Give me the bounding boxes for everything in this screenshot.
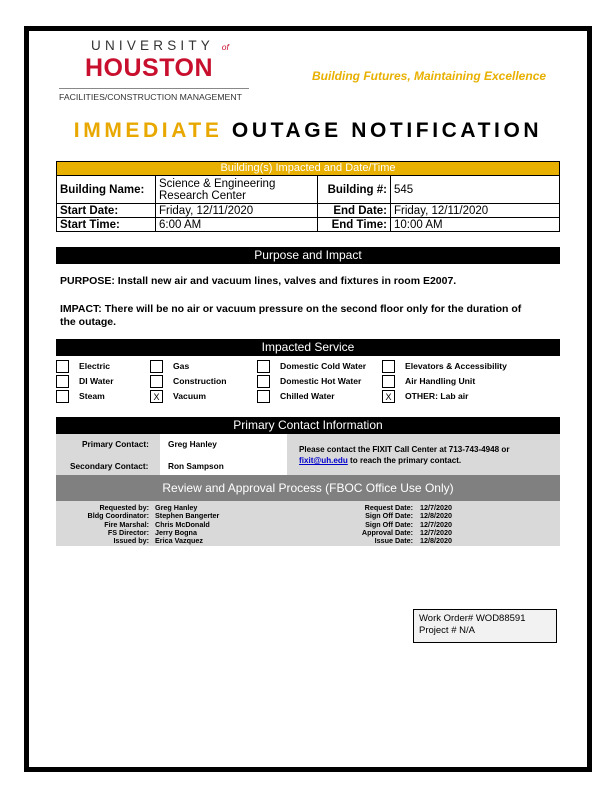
impacted-service-section bbox=[56, 339, 560, 414]
purpose-text: PURPOSE: Install new air and vacuum lines, valves and fixtures in room E2007. bbox=[60, 275, 457, 287]
end-date-value: Friday, 12/11/2020 bbox=[391, 204, 560, 218]
review-left-value: Chris McDonald bbox=[155, 519, 210, 529]
service-checkbox[interactable] bbox=[56, 390, 69, 403]
review-right-label: Issue Date: bbox=[374, 536, 413, 546]
service-label: Electric bbox=[79, 361, 111, 371]
buildings-section-header: Building(s) Impacted and Date/Time bbox=[56, 161, 560, 175]
title-immediate: IMMEDIATE bbox=[73, 119, 223, 142]
review-right-label: Sign Off Date: bbox=[365, 519, 413, 529]
buildings-table bbox=[56, 175, 560, 232]
logo-of-text: of bbox=[221, 42, 229, 52]
building-number-value: 545 bbox=[391, 176, 560, 204]
project-number: Project # N/A bbox=[419, 625, 475, 636]
contact-section-header: Primary Contact Information bbox=[56, 417, 560, 434]
service-checkbox[interactable] bbox=[150, 375, 163, 388]
work-order-number: Work Order# WOD88591 bbox=[419, 613, 526, 624]
service-label: OTHER: Lab air bbox=[405, 391, 469, 401]
review-left-value: Jerry Bogna bbox=[155, 527, 197, 537]
service-label: Domestic Cold Water bbox=[280, 361, 367, 371]
end-time-value: 10:00 AM bbox=[391, 218, 560, 232]
work-order-box bbox=[413, 609, 557, 643]
service-checkbox[interactable] bbox=[382, 360, 395, 373]
service-label: Elevators & Accessibility bbox=[405, 361, 507, 371]
secondary-contact-label: Secondary Contact: bbox=[70, 461, 149, 471]
primary-contact-label: Primary Contact: bbox=[82, 439, 149, 449]
page-frame bbox=[24, 26, 592, 772]
service-checkbox[interactable] bbox=[257, 375, 270, 388]
service-label: Steam bbox=[79, 391, 105, 401]
fixit-email-link[interactable]: fixit@uh.edu bbox=[299, 456, 348, 465]
review-body bbox=[56, 501, 560, 546]
review-right-label: Request Date: bbox=[364, 503, 413, 512]
purpose-section bbox=[56, 247, 560, 329]
contact-section bbox=[56, 417, 560, 475]
start-time-label: Start Time: bbox=[57, 218, 156, 232]
service-label: Vacuum bbox=[173, 391, 206, 401]
building-number-label: Building #: bbox=[318, 176, 391, 204]
service-checkbox[interactable] bbox=[257, 360, 270, 373]
service-checkbox[interactable] bbox=[257, 390, 270, 403]
review-right-label: Sign Off Date: bbox=[365, 511, 413, 521]
start-time-value: 6:00 AM bbox=[156, 218, 318, 232]
service-label: Domestic Hot Water bbox=[280, 376, 362, 386]
logo-university-text: UNIVERSITY of bbox=[91, 38, 229, 53]
service-checkbox[interactable] bbox=[56, 375, 69, 388]
building-name-label: Building Name: bbox=[57, 176, 156, 204]
service-checkbox[interactable] bbox=[382, 375, 395, 388]
buildings-section bbox=[56, 161, 560, 232]
purpose-section-header: Purpose and Impact bbox=[56, 247, 560, 264]
service-label: Air Handling Unit bbox=[405, 376, 476, 386]
end-date-label: End Date: bbox=[318, 204, 391, 218]
review-right-value: 12/7/2020 bbox=[420, 527, 452, 537]
service-checkbox[interactable] bbox=[150, 360, 163, 373]
service-label: Gas bbox=[173, 361, 190, 371]
contact-note: Please contact the FIXIT Call Center at 713-743-4948 or fixit@uh.edu to reach the primary contact. bbox=[299, 445, 510, 465]
impact-text: IMPACT: There will be no air or vacuum pressure on the second floor only for the duration of the outage. bbox=[60, 303, 522, 328]
logo-divider bbox=[59, 88, 249, 89]
review-right-value: 12/8/2020 bbox=[420, 511, 452, 521]
service-checkbox[interactable]: X bbox=[150, 390, 163, 403]
contact-body bbox=[56, 434, 560, 475]
logo-department-text: FACILITIES/CONSTRUCTION MANAGEMENT bbox=[59, 92, 242, 102]
service-checkbox[interactable]: X bbox=[382, 390, 395, 403]
start-date-value: Friday, 12/11/2020 bbox=[156, 204, 318, 218]
review-right-value: 12/8/2020 bbox=[420, 536, 452, 546]
review-left-value: Stephen Bangerter bbox=[155, 511, 220, 521]
service-label: DI Water bbox=[79, 376, 114, 386]
service-label: Chilled Water bbox=[280, 391, 335, 401]
service-checkbox-grid bbox=[56, 356, 560, 414]
building-name-value: Science & Engineering Research Center bbox=[156, 176, 318, 204]
review-left-value: Erica Vazquez bbox=[155, 536, 203, 546]
service-checkbox[interactable] bbox=[56, 360, 69, 373]
review-left-label: FS Director: bbox=[107, 527, 149, 537]
review-section-header: Review and Approval Process (FBOC Office Use Only) bbox=[56, 475, 560, 501]
primary-contact-name: Greg Hanley bbox=[168, 439, 217, 449]
impacted-service-header: Impacted Service bbox=[56, 339, 560, 356]
secondary-contact-name: Ron Sampson bbox=[168, 461, 224, 471]
review-left-label: Issued by: bbox=[113, 536, 149, 546]
review-left-label: Requested by: bbox=[99, 503, 149, 512]
review-left-value: Greg Hanley bbox=[155, 503, 198, 512]
review-left-label: Bldg Coordinator: bbox=[87, 511, 149, 521]
review-right-label: Approval Date: bbox=[361, 527, 413, 537]
review-right-value: 12/7/2020 bbox=[420, 503, 452, 512]
tagline: Building Futures, Maintaining Excellence bbox=[312, 69, 547, 83]
review-section bbox=[56, 475, 560, 546]
review-right-value: 12/7/2020 bbox=[420, 519, 452, 529]
title-outage-notification: OUTAGE NOTIFICATION bbox=[231, 119, 543, 142]
start-date-label: Start Date: bbox=[57, 204, 156, 218]
logo-houston-text: HOUSTON bbox=[85, 54, 214, 82]
review-left-label: Fire Marshal: bbox=[104, 519, 149, 529]
document-title bbox=[29, 119, 587, 143]
end-time-label: End Time: bbox=[318, 218, 391, 232]
service-label: Construction bbox=[173, 376, 227, 386]
